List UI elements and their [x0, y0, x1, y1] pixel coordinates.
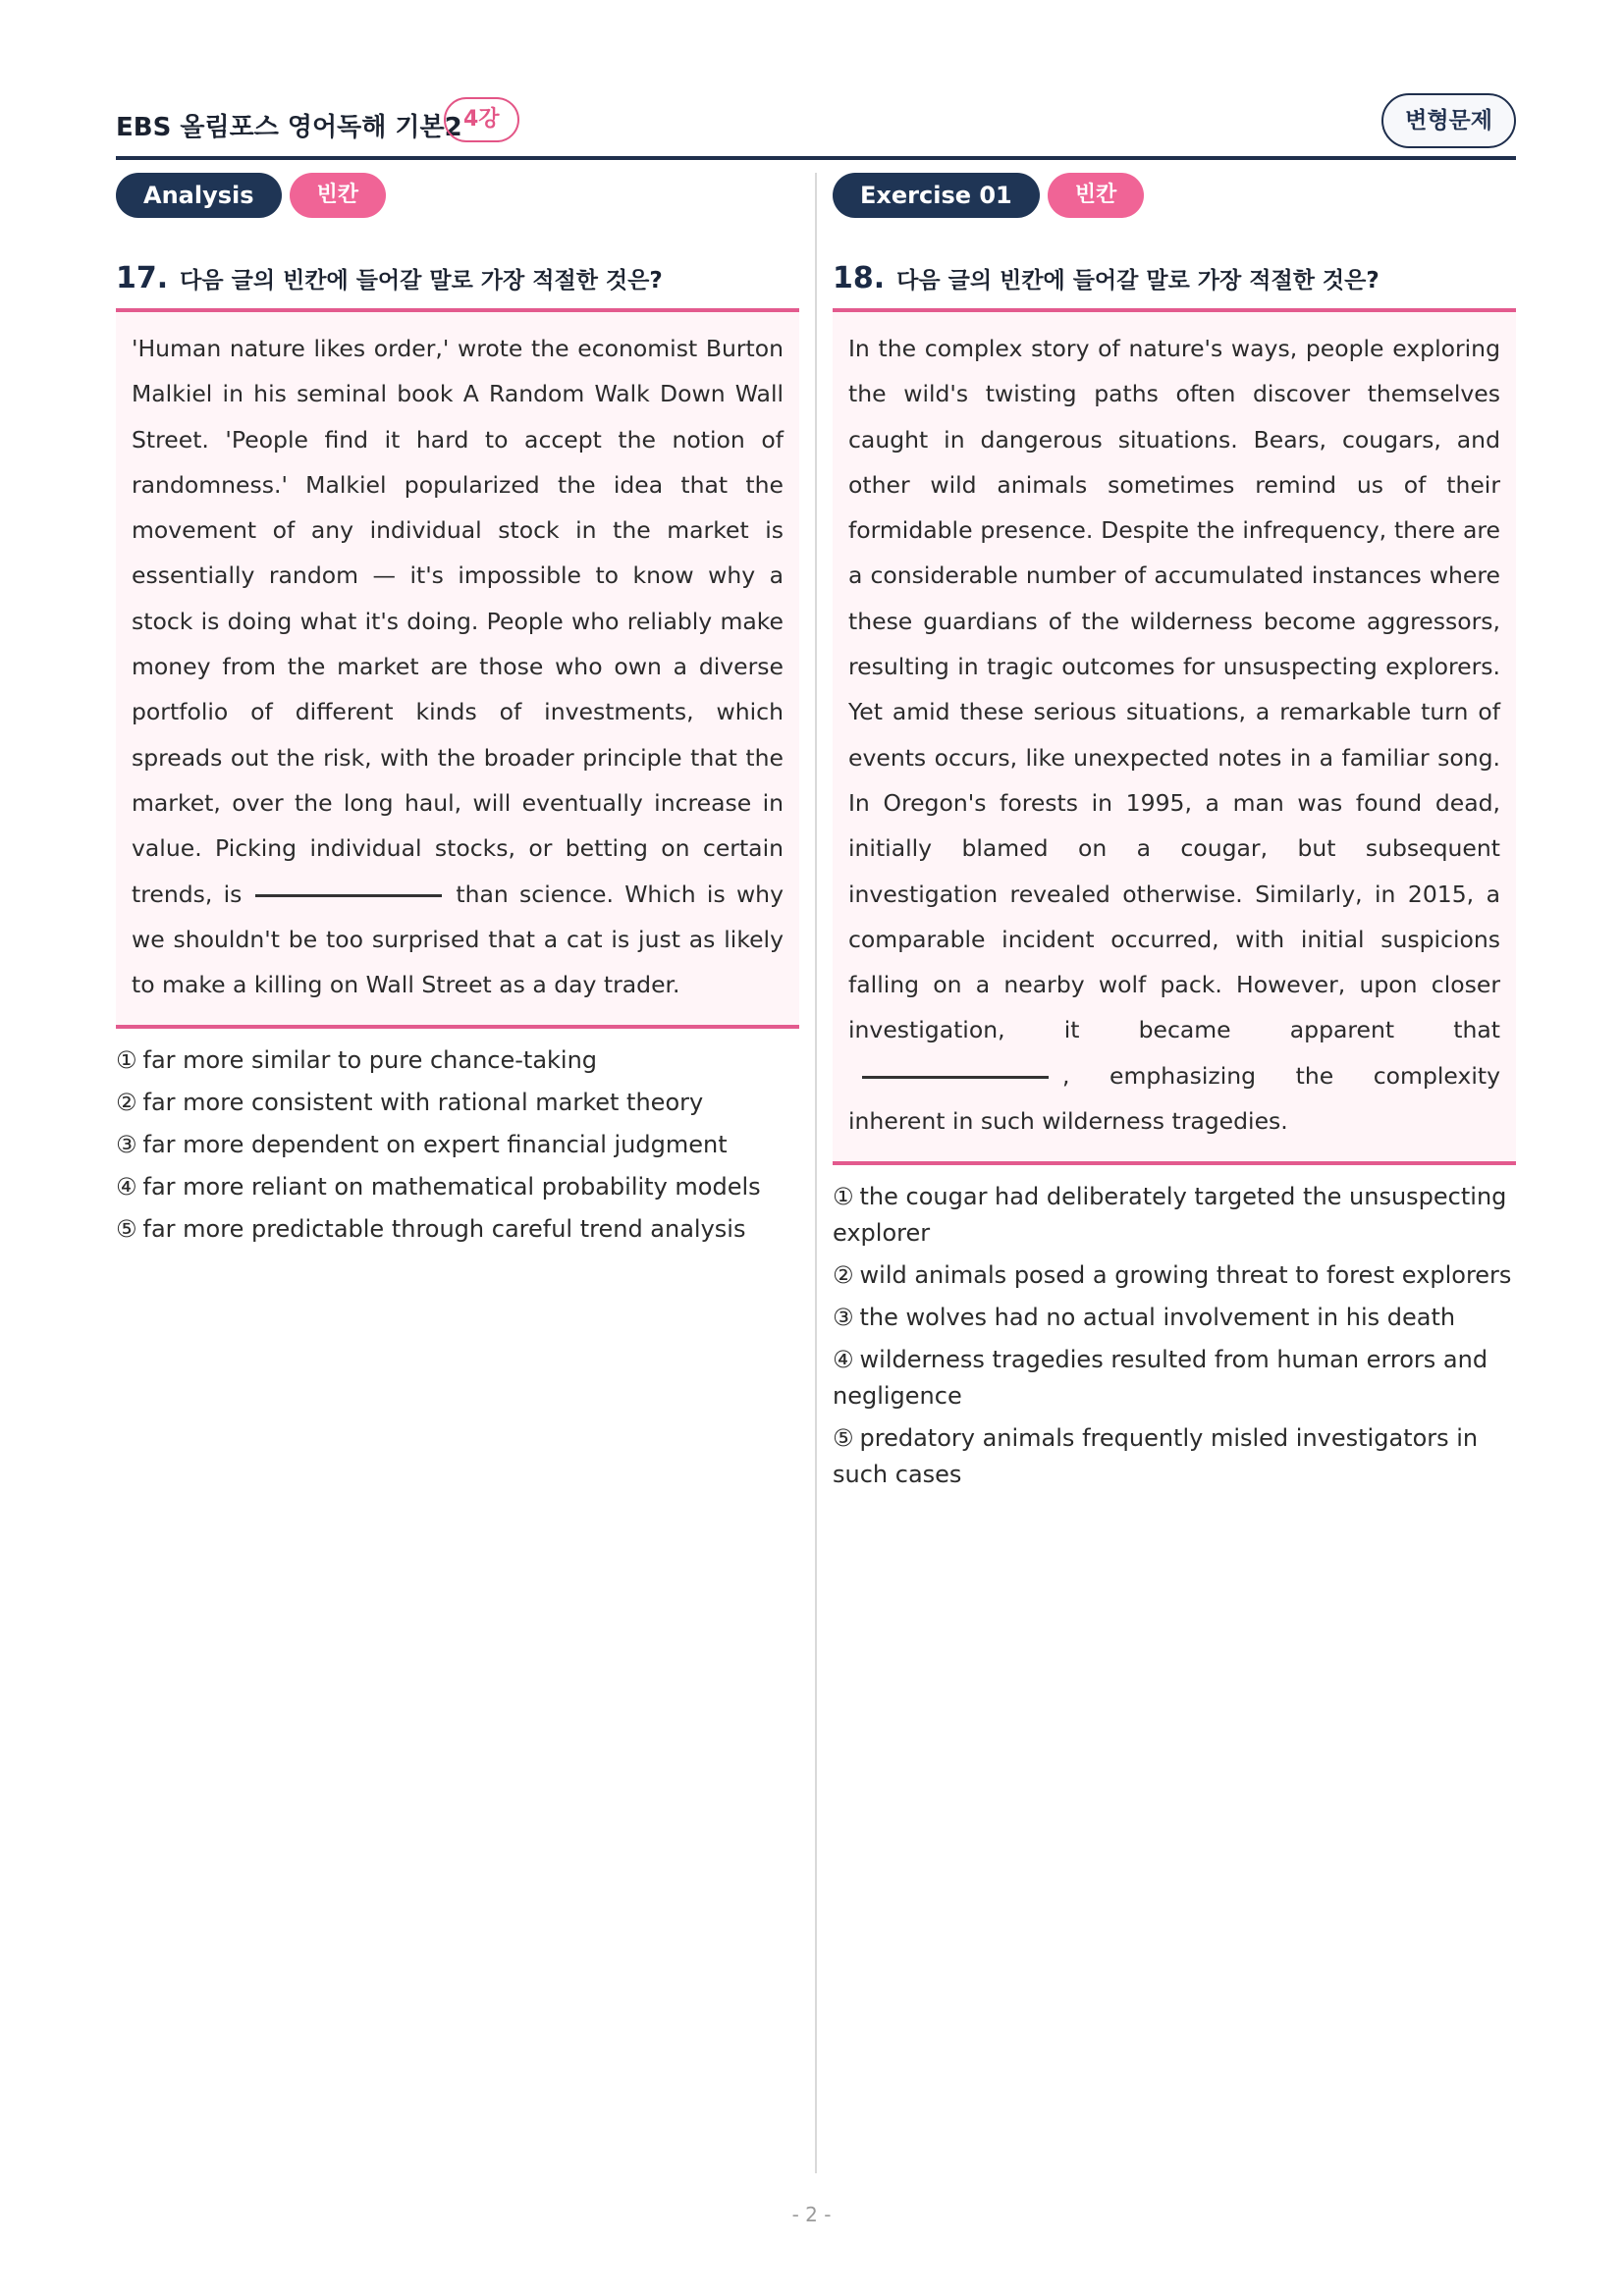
page-number: - 2 -: [791, 2203, 832, 2226]
choice-3[interactable]: [116, 1127, 799, 1163]
choice-number: ②: [116, 1089, 137, 1117]
choice-number: ⑤: [833, 1424, 854, 1453]
choice-1[interactable]: [833, 1179, 1516, 1252]
right-column: [833, 173, 1516, 1499]
choice-text: the wolves had no actual involvement in his death: [859, 1304, 1456, 1332]
question-prompt: 다음 글의 빈칸에 들어갈 말로 가장 적절한 것은?: [896, 268, 1380, 294]
passage-text-after-blank: than science. Which is why we shouldn't be too surprised that a cat is just as likely to make a killing on Wall Street as a day trader.: [132, 880, 784, 999]
question-17-passage: [116, 312, 799, 1029]
choice-text: far more dependent on expert financial judgment: [142, 1131, 728, 1159]
choice-number: ④: [116, 1173, 137, 1201]
blank-type-tag: 빈칸: [1048, 173, 1145, 218]
choice-text: far more reliant on mathematical probability models: [142, 1173, 761, 1201]
question-17-choices: [116, 1042, 799, 1248]
question-number: 18.: [833, 261, 886, 295]
answer-blank: [862, 1076, 1049, 1079]
exercise-tag: Exercise 01: [833, 173, 1040, 218]
question-17-heading: [116, 261, 799, 312]
question-18-choices: [833, 1179, 1516, 1493]
answer-blank: [255, 894, 442, 897]
choice-1[interactable]: [116, 1042, 799, 1079]
choice-text: far more consistent with rational market theory: [142, 1089, 704, 1117]
book-title: EBS 올림포스 영어독해 기본2: [116, 113, 462, 142]
question-number: 17.: [116, 261, 169, 295]
column-divider: [815, 173, 817, 2173]
choice-number: ①: [116, 1046, 137, 1075]
choice-text: wild animals posed a growing threat to forest explorers: [859, 1261, 1512, 1290]
question-18-heading: [833, 261, 1516, 312]
choice-number: ①: [833, 1183, 854, 1211]
choice-text: the cougar had deliberately targeted the unsuspecting explorer: [833, 1183, 1507, 1248]
passage-text-before-blank: 'Human nature likes order,' wrote the economist Burton Malkiel in his seminal book A Random Walk Down Wall Street. 'People find it hard to accept the notion of randomness.' Malkiel popularized the idea that the movement of any individual stock in the market is essentially random — it's impossible to know why a stock is doing what it's doing. People who reliably make money from the market are those who own a diverse portfolio of different kinds of investments, which spreads out the risk, with the broader principle that the market, over the long haul, will eventually increase in value. Picking individual stocks, or betting on certain trends, is: [132, 335, 784, 908]
choice-5[interactable]: [833, 1420, 1516, 1493]
passage-text-after-blank: , emphasizing the complexity inherent in such wilderness tragedies.: [848, 1061, 1500, 1136]
question-18-passage: [833, 312, 1516, 1165]
choice-number: ②: [833, 1261, 854, 1290]
choice-3[interactable]: [833, 1300, 1516, 1336]
question-prompt: 다음 글의 빈칸에 들어갈 말로 가장 적절한 것은?: [180, 268, 663, 294]
choice-number: ③: [116, 1131, 137, 1159]
lesson-badge: 4강: [444, 97, 519, 142]
choice-text: far more similar to pure chance-taking: [142, 1046, 598, 1075]
choice-text: predatory animals frequently misled investigators in such cases: [833, 1424, 1479, 1489]
variant-badge: 변형문제: [1381, 93, 1516, 148]
page-header: [116, 93, 1516, 160]
choice-4[interactable]: [833, 1342, 1516, 1415]
choice-number: ⑤: [116, 1215, 137, 1244]
left-tags: [116, 173, 799, 222]
choice-4[interactable]: [116, 1169, 799, 1205]
choice-2[interactable]: [116, 1085, 799, 1121]
blank-type-tag: 빈칸: [290, 173, 387, 218]
left-column: [116, 173, 799, 1254]
choice-text: wilderness tragedies resulted from human errors and negligence: [833, 1346, 1488, 1411]
choice-number: ③: [833, 1304, 854, 1332]
choice-2[interactable]: [833, 1257, 1516, 1294]
choice-text: far more predictable through careful trend analysis: [142, 1215, 746, 1244]
choice-number: ④: [833, 1346, 854, 1374]
choice-5[interactable]: [116, 1211, 799, 1248]
analysis-tag: Analysis: [116, 173, 282, 218]
right-tags: [833, 173, 1516, 222]
passage-text-before-blank: In the complex story of nature's ways, people exploring the wild's twisting paths often discover themselves caught in dangerous situations. Bears, cougars, and other wild animals sometimes remind us of their formidable presence. Despite the infrequency, there are a considerable number of accumulated instances where these guardians of the wilderness become aggressors, resulting in tragic outcomes for unsuspecting explorers. Yet amid these serious situations, a remarkable turn of events occurs, like unexpected notes in a familiar song. In Oregon's forests in 1995, a man was found dead, initially blamed on a cougar, but subsequent investigation revealed otherwise. Similarly, in 2015, a comparable incident occurred, with initial suspicions falling on a nearby wolf pack. However, upon closer investigation, it became apparent that: [848, 335, 1500, 1044]
